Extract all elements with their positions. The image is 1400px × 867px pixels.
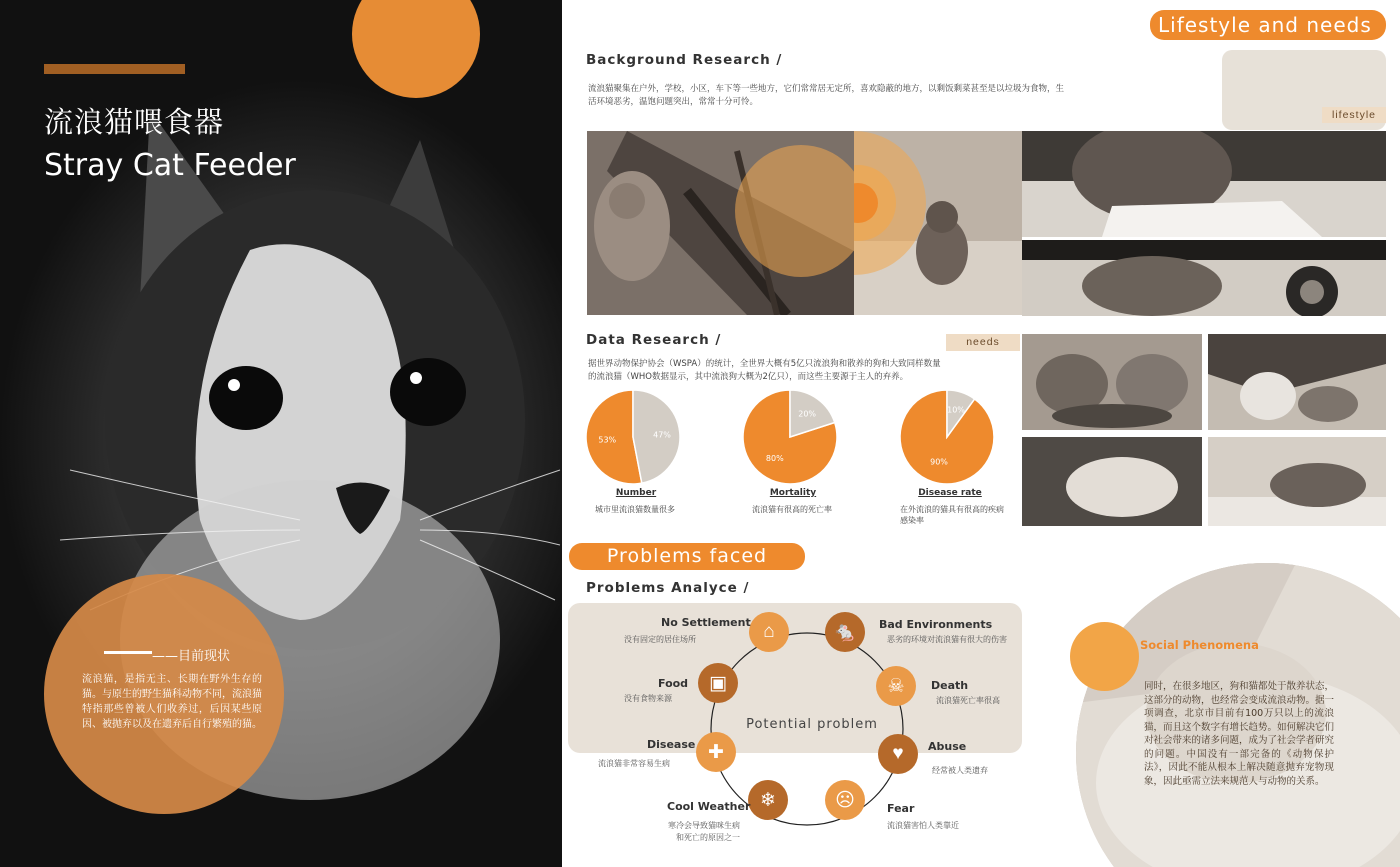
photo-cats-sharing-bowl [1022, 334, 1202, 430]
snowflake-icon: ❄ [748, 780, 788, 820]
lifestyle-banner: Lifestyle and needs [1150, 10, 1386, 40]
pie-desc-disease-rate: 在外流浪的猫具有很高的疾病感染率 [900, 505, 1004, 525]
problem-desc-food: 没有食物来源 [624, 694, 672, 703]
problems-analyce-title: Problems Analyce / [586, 580, 750, 596]
scared-cat-icon: ☹ [825, 780, 865, 820]
pie-desc-mortality: 流浪猫有很高的死亡率 [752, 505, 832, 514]
problem-label-bad-environments: Bad Environments [879, 618, 993, 631]
potential-problem-label: Potential problem [746, 714, 878, 736]
status-heading: ——目前现状 [152, 649, 231, 664]
photo-cat-under-car [1022, 240, 1386, 316]
decorative-bar [44, 64, 185, 74]
problem-desc-death: 流浪猫死亡率很高 [936, 696, 1000, 705]
background-research-title: Background Research / [586, 52, 783, 68]
pie-caption-number: Number [615, 488, 657, 498]
problem-label-disease: Disease [647, 738, 696, 751]
title-chinese: 流浪猫喂食器 [44, 105, 225, 139]
lifestyle-tag: lifestyle [1322, 107, 1386, 123]
status-heading-bar [104, 651, 152, 654]
problem-label-cool-weather: Cool Weather [667, 800, 751, 813]
pie-slice-label-0: 53% [598, 435, 617, 445]
problem-desc-cool-weather-line1: 寒冷会导致猫咪生病 [668, 821, 740, 830]
broken-heart-icon: ♥ [878, 734, 918, 774]
problem-label-abuse: Abuse [928, 740, 967, 753]
pie-slice-label-0: 90% [930, 457, 948, 467]
problem-label-fear: Fear [887, 802, 915, 815]
problem-desc-cool-weather-line2: 和死亡的原因之一 [676, 833, 740, 842]
title-english: Stray Cat Feeder [44, 148, 296, 183]
status-text: 流浪猫，是指无主、长期在野外生存的猫。与原生的野生猫科动物不同，流浪猫特指那些曾被人们收养过，后因某些原因、被抛弃以及在遗弃后自行繁殖的猫。 [82, 674, 262, 730]
skull-icon: ☠ [876, 666, 916, 706]
pie-slice-label-0: 80% [765, 453, 784, 463]
food-bowl-icon: ▣ [698, 663, 738, 703]
problem-desc-fear: 流浪猫害怕人类靠近 [887, 821, 959, 830]
pie-slice-label-1: 20% [798, 409, 817, 419]
problems-banner: Problems faced [569, 543, 805, 570]
photo-cat-drinking [1208, 437, 1386, 526]
sick-cat-icon: ✚ [696, 732, 736, 772]
data-research-title: Data Research / [586, 332, 722, 348]
photo-cat-eating [1022, 131, 1386, 237]
photo-cat-sleeping [1022, 437, 1202, 526]
problem-desc-bad-environments: 恶劣的环境对流浪猫有很大的伤害 [887, 635, 1007, 644]
problem-desc-cool-weather [668, 820, 740, 844]
pie-chart-number [586, 390, 686, 490]
pie-caption-mortality: Mortality [769, 488, 817, 498]
photo-cat-on-cart [587, 131, 854, 315]
needs-tag: needs [946, 334, 1020, 351]
social-orange-circle [1070, 622, 1139, 691]
pie-slice-label-1: 47% [653, 430, 671, 440]
social-phenomena-title: Social Phenomena [1140, 638, 1259, 652]
pie-desc-number: 城市里流浪猫数量很多 [595, 505, 675, 514]
pie-caption-disease-rate: Disease rate [918, 488, 982, 498]
house-icon: ⌂ [749, 612, 789, 652]
problem-label-food: Food [658, 677, 689, 690]
social-phenomena-text: 同时，在很多地区，狗和猫都处于散养状态，这部分的动物，也经常会变成流浪动物。据一项调查，北京市目前有100万只以上的流浪猫，而且这个数字有增长趋势。如何解决它们对社会带来的诸多问题，成为了社会学者研究的问题。中国没有一部完备的《动物保护法》，因此不能从根本上解决随意抛弃宠物现象，因此亟需立法来规范人与动物的关系。 [1144, 681, 1335, 787]
pie-chart-disease-rate [900, 390, 1000, 490]
problem-label-death: Death [931, 679, 969, 692]
problem-desc-no-settlement: 没有固定的居住场所 [624, 635, 696, 644]
photo-kitten-walking [854, 131, 1022, 315]
photo-cats-on-bench [1208, 334, 1386, 430]
pie-chart-mortality [743, 390, 843, 490]
problem-label-no-settlement: No Settlement [661, 616, 751, 629]
data-research-text: 据世界动物保护协会（WSPA）的统计，全世界大概有5亿只流浪狗和散养的狗和大致同样数量的流浪猫（WHO数据显示，其中流浪狗大概为2亿只），而这些主要源于主人的弃养。 [588, 359, 941, 382]
pie-slice-label-1: 10% [947, 405, 965, 415]
problem-desc-disease: 流浪猫非常容易生病 [598, 759, 670, 768]
mouse-icon: 🐁 [825, 612, 865, 652]
background-research-text: 流浪猫聚集在户外，学校，小区，车下等一些地方，它们常常居无定所，喜欢隐蔽的地方，以剩饭剩菜甚至是以垃圾为食物，生活环境恶劣，温饱问题突出，常常十分可怜。 [588, 84, 1065, 107]
problem-desc-abuse: 经常被人类遗弃 [932, 766, 988, 775]
cover-panel [0, 0, 562, 867]
